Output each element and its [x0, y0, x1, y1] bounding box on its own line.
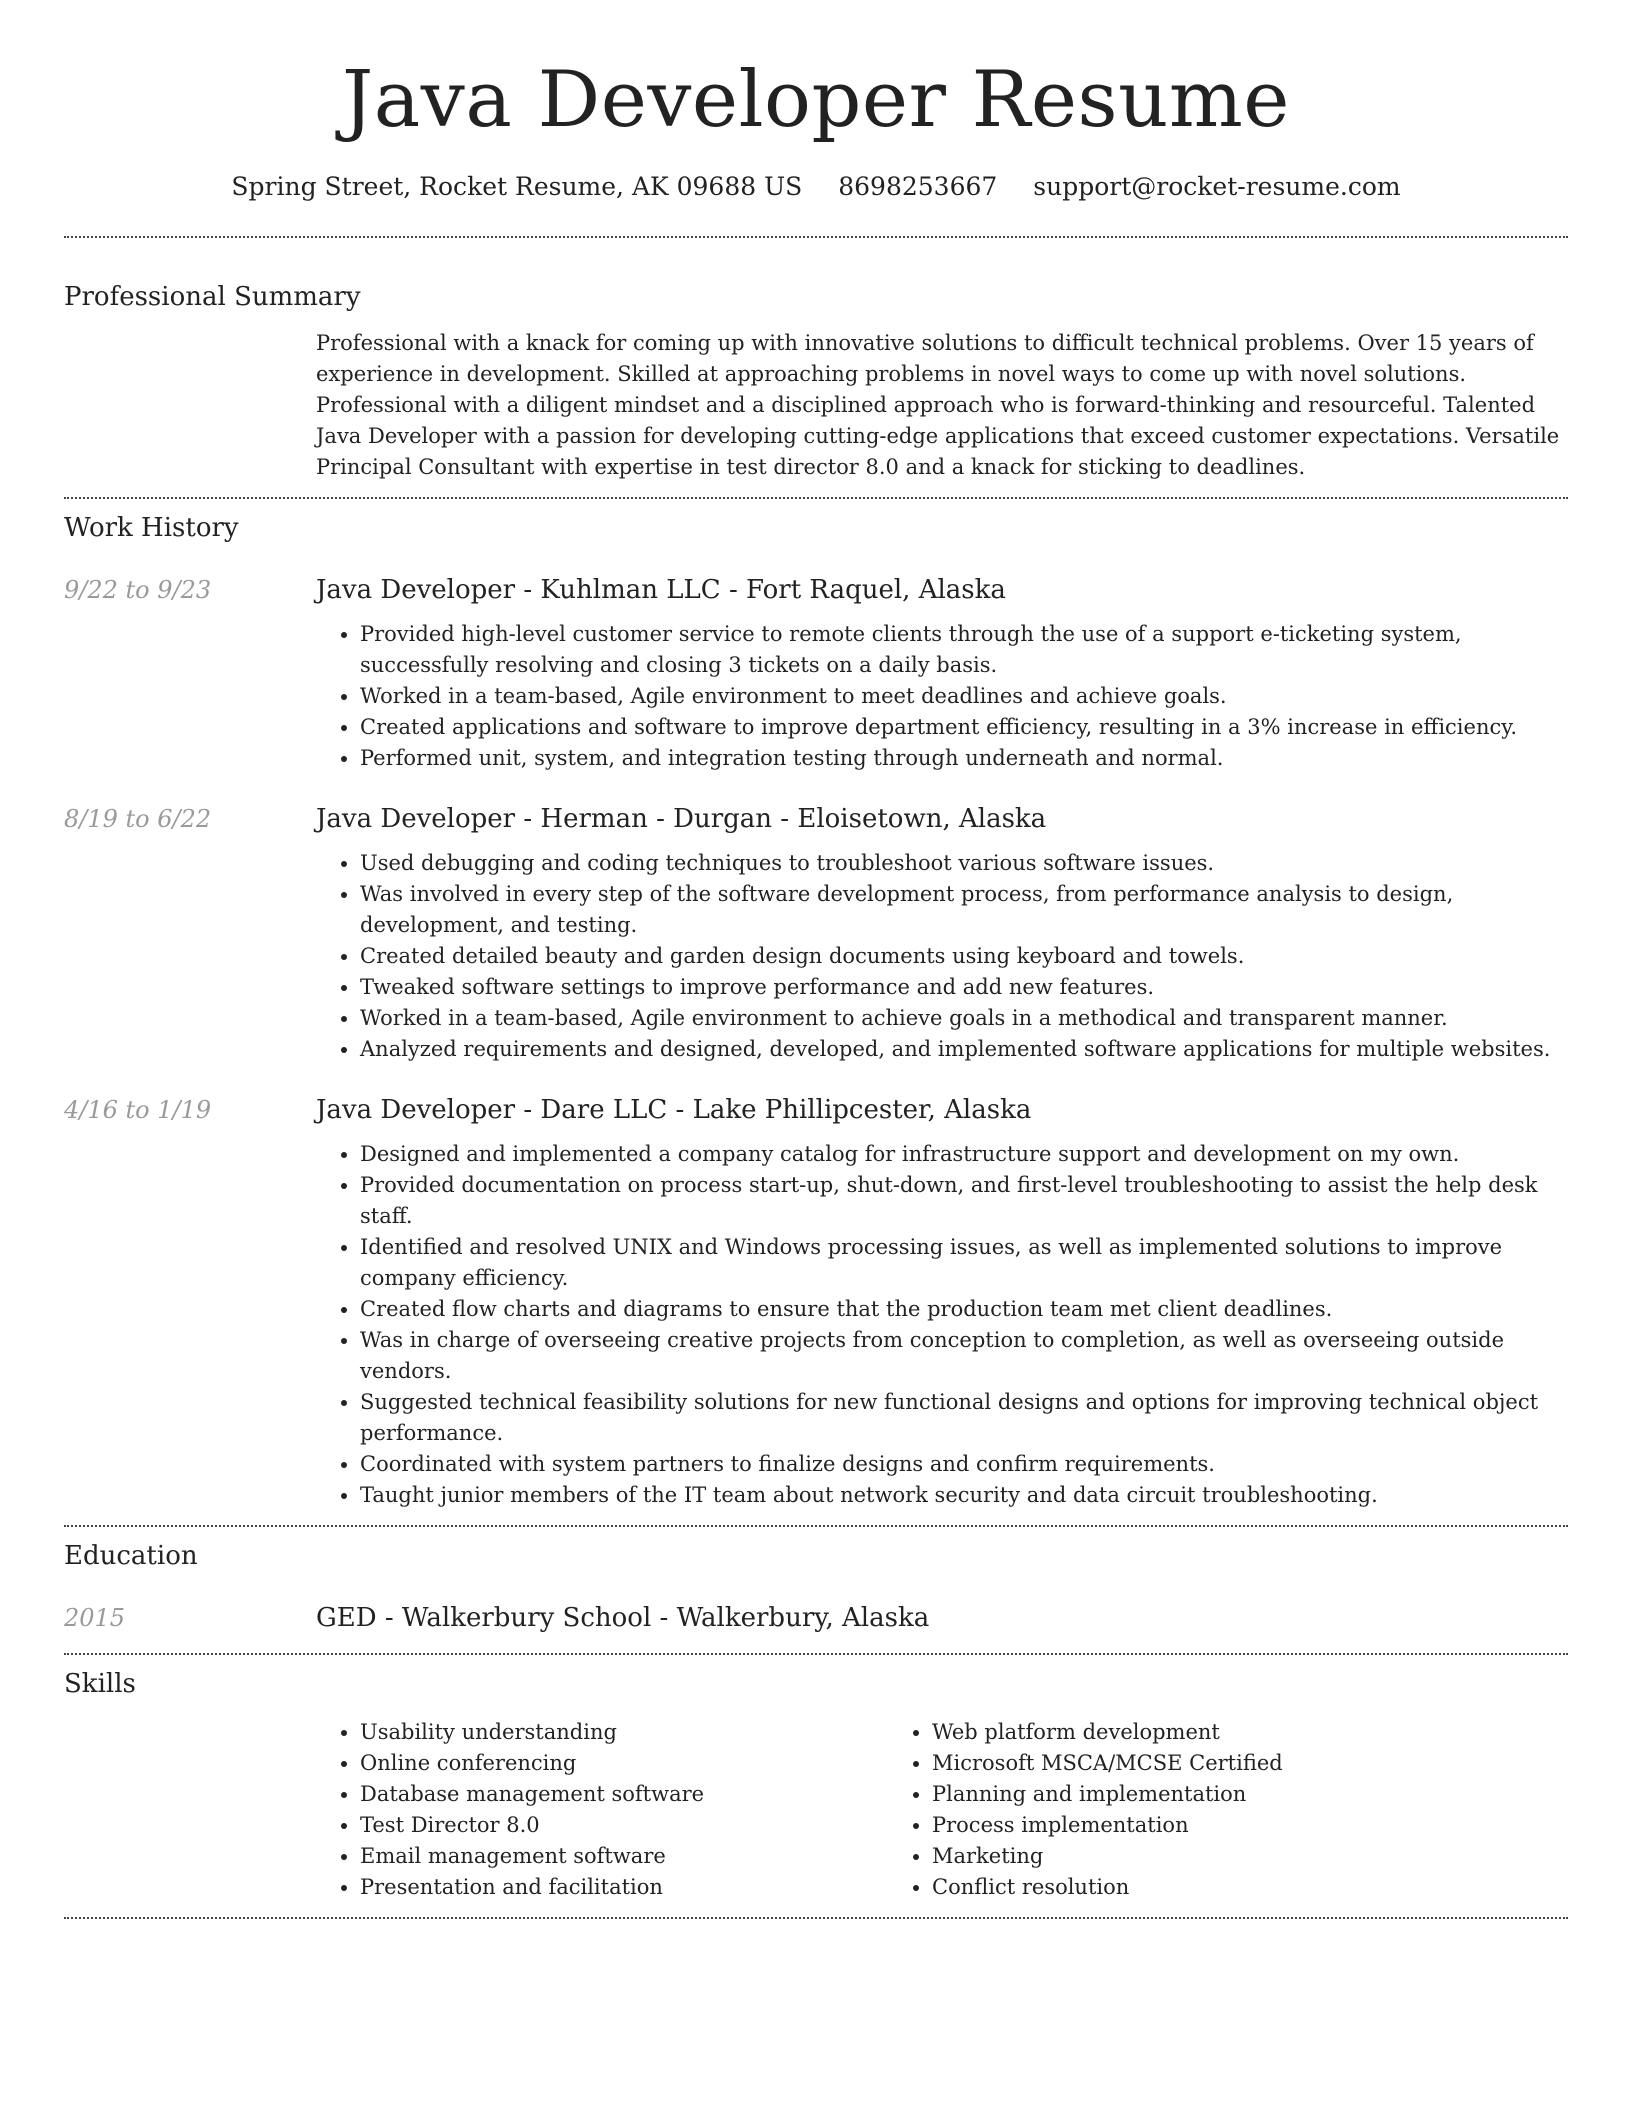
list-item: • Was involved in every step of the software development process, from performance analysis to design, development, and testing. [360, 879, 1568, 941]
education-details [316, 1601, 1568, 1635]
list-item: • Provided high-level customer service to remote clients through the use of a support e-ticketing system, successfully resolving and closing 3 tickets on a daily basis. [360, 619, 1568, 681]
list-item: • Online conferencing [360, 1748, 888, 1779]
education-title: GED - Walkerbury School - Walkerbury, Alaska [316, 1603, 930, 1633]
list-item: • Designed and implemented a company catalog for infrastructure support and development on my own. [360, 1139, 1568, 1170]
list-item: • Worked in a team-based, Agile environment to achieve goals in a methodical and transparent manner. [360, 1003, 1568, 1034]
list-item: • Usability understanding [360, 1717, 888, 1748]
education-section [64, 1539, 1568, 1653]
job-dates: 4/16 to 1/19 [64, 1096, 212, 1124]
list-item: • Was in charge of overseeing creative projects from conception to completion, as well as overseeing outside vendors. [360, 1325, 1568, 1387]
list-item: • Identified and resolved UNIX and Windows processing issues, as well as implemented solutions to improve company efficiency. [360, 1232, 1568, 1294]
skills-columns [316, 1717, 1568, 1903]
list-item: • Created applications and software to improve department efficiency, resulting in a 3% increase in efficiency. [360, 712, 1568, 743]
list-item: • Process implementation [932, 1810, 1568, 1841]
job-details [316, 1093, 1568, 1511]
work-history-section [64, 511, 1568, 1525]
job-details [316, 802, 1568, 1065]
list-item: • Created detailed beauty and garden design documents using keyboard and towels. [360, 941, 1568, 972]
education-year: 2015 [64, 1604, 126, 1632]
education-heading: Education [64, 1541, 198, 1571]
list-item: • Taught junior members of the IT team about network security and data circuit troubleshooting. [360, 1480, 1568, 1511]
summary-section [64, 280, 1568, 483]
divider [64, 236, 1568, 238]
list-item: • Worked in a team-based, Agile environment to meet deadlines and achieve goals. [360, 681, 1568, 712]
list-item: • Email management software [360, 1841, 888, 1872]
list-item: • Marketing [932, 1841, 1568, 1872]
list-item: • Microsoft MSCA/MCSE Certified [932, 1748, 1568, 1779]
job-bullets [316, 848, 1568, 1065]
list-item: • Conflict resolution [932, 1872, 1568, 1903]
list-item: • Coordinated with system partners to finalize designs and confirm requirements. [360, 1449, 1568, 1480]
skills-heading: Skills [64, 1669, 136, 1699]
education-entry [64, 1601, 1568, 1635]
job-dates: 9/22 to 9/23 [64, 576, 212, 604]
job-bullets [316, 619, 1568, 774]
list-item: • Database management software [360, 1779, 888, 1810]
list-item: • Performed unit, system, and integration testing through underneath and normal. [360, 743, 1568, 774]
work-history-heading: Work History [64, 513, 239, 543]
skills-section [64, 1667, 1568, 1903]
job-entry [64, 1093, 1568, 1511]
list-item: • Provided documentation on process start-up, shut-down, and first-level troubleshooting to assist the help desk staff. [360, 1170, 1568, 1232]
summary-heading: Professional Summary [64, 282, 361, 312]
job-details [316, 573, 1568, 774]
contact-address: Spring Street, Rocket Resume, AK 09688 US [231, 172, 803, 201]
job-title: Java Developer - Kuhlman LLC - Fort Raquel, Alaska [316, 575, 1006, 605]
divider [64, 1525, 1568, 1527]
divider [64, 1917, 1568, 1919]
contact-phone: 8698253667 [838, 172, 998, 201]
skills-column-left [316, 1717, 888, 1903]
job-title: Java Developer - Dare LLC - Lake Phillipcester, Alaska [316, 1095, 1032, 1125]
divider [64, 497, 1568, 499]
contact-email: support@rocket-resume.com [1033, 172, 1401, 201]
divider [64, 1653, 1568, 1655]
list-item: • Used debugging and coding techniques to troubleshoot various software issues. [360, 848, 1568, 879]
job-bullets [316, 1139, 1568, 1511]
job-title: Java Developer - Herman - Durgan - Eloisetown, Alaska [316, 804, 1047, 834]
job-entry [64, 573, 1568, 774]
contact-line [64, 170, 1568, 204]
list-item: • Planning and implementation [932, 1779, 1568, 1810]
list-item: • Analyzed requirements and designed, developed, and implemented software applications for multiple websites. [360, 1034, 1568, 1065]
resume-header [64, 0, 1568, 204]
list-item: • Presentation and facilitation [360, 1872, 888, 1903]
list-item: • Web platform development [932, 1717, 1568, 1748]
summary-text: Professional with a knack for coming up with innovative solutions to difficult technical problems. Over 15 years of experience in development. Skilled at approaching problems in novel ways to come up with novel solutions. Professional with a diligent mindset and a disciplined approach who is forward-thinking and resourceful. Talented Java Developer with a passion for developing cutting-edge applications that exceed customer expectations. Versatile Principal Consultant with expertise in test director 8.0 and a knack for sticking to deadlines. [316, 331, 1560, 479]
job-dates: 8/19 to 6/22 [64, 805, 212, 833]
skills-column-right [888, 1717, 1568, 1903]
list-item: • Test Director 8.0 [360, 1810, 888, 1841]
resume-title: Java Developer Resume [342, 55, 1290, 145]
list-item: • Suggested technical feasibility solutions for new functional designs and options for improving technical object performance. [360, 1387, 1568, 1449]
job-entry [64, 802, 1568, 1065]
list-item: • Tweaked software settings to improve performance and add new features. [360, 972, 1568, 1003]
list-item: • Created flow charts and diagrams to ensure that the production team met client deadlines. [360, 1294, 1568, 1325]
